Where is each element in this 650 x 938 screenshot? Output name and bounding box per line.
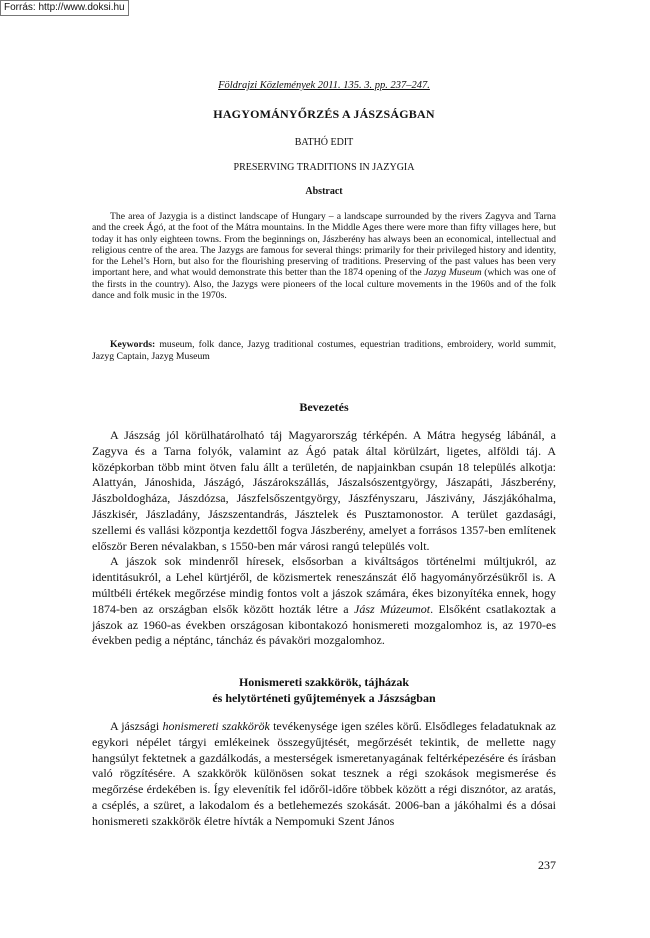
section2-body [92,719,556,830]
section2-heading: Honismereti szakkörök, tájházak és helytörténeti gyűjtemények a Jászságban [212,675,436,705]
keywords-text: museum, folk dance, Jazyg traditional costumes, equestrian traditions, embroidery, world summit, Jazyg Captain, Jazyg Museum [92,339,556,362]
abstract-italic-museum: Jazyg Museum [424,267,482,279]
keywords [92,339,556,362]
intro-paragraph-2: A jászok sok mindenről híresek, elsősorban a kiváltságos történelmi múltjukról, az identitásukról, a Lehel kürtjéről, de közismertek reneszánszát élő hagyományőrzésükről is. A múltbéli értékek megőrzése mindig fontos volt a jászok számára, ékes bizonyítéka ennek, hogy 1874-ben az országban elsők között hozták létre a Jász Múzeumot. Elsőként csatlakoztak a jászok az 1960-as években országosan kibontakozó honismereti mozgalomhoz is, az 1970-es években pedig a néptánc, táncház és pávaköri mozgalomhoz. [92,554,556,648]
journal-reference: Földrajzi Közlemények 2011. 135. 3. pp. 237–247. [218,80,430,91]
english-title: PRESERVING TRADITIONS IN JAZYGIA [233,162,415,173]
intro-italic-museum: Jász Múzeumot [354,601,431,616]
intro-heading: Bevezetés [299,400,349,414]
article-title: HAGYOMÁNYŐRZÉS A JÁSZSÁGBAN [213,107,435,121]
abstract-text: The area of Jazygia is a distinct landscape of Hungary – a landscape surrounded by the rivers Zagyva and Tarna and the creek Ágó, at the foot of the Mátra mountains. In the Middle Ages there were more than fifty villages here, but today it has only eighteen towns. From the beginnings on, Jászberény has always been an economical, intellectual and religious centre of the area. The Jazygs are famous for several things: primarily for their privileged history and identity, for the Lehel’s Horn, but also for the flourishing preserving of traditions. Preserving of the past values has been very important here, and what would demonstrate this better than the 1874 opening of the Jazyg Museum (which was one of the firsts in the country). Also, the Jazygs were pioneers of the local culture movements in the 1960s and of the folk dance and folk music in the 1970s. [92,211,556,302]
intro-paragraph-1: A Jászság jól körülhatárolható táj Magyarország térképén. A Mátra hegység lábánál, a Zagyva és a Tarna folyók, valamint az Ágó patak által körülzárt, ligetes, alföldi táj. A középkorban több mint ötven falu állt a területén, de napjainkban csupán 18 település alkotja: Alattyán, Jánoshida, Jászágó, Jászárokszállás, Jászalsószentgyörgy, Jászapáti, Jászberény, Jászboldogháza, Jászdózsa, Jászfelsőszentgyörgy, Jászfényszaru, Jászivány, Jászjákóhalma, Jászkisér, Jászladány, Jászszentandrás, Jásztelek és Pusztamonostor. A terület gazdasági, szellemi és vallási központja kezdettől fogva Jászberény, amelyet a forrásos 1357-ben említenek először Beren névalakban, s 1550-ben már városi rangú település volt. [92,428,556,553]
intro-section [92,428,556,649]
author-name: BATHÓ EDIT [294,137,354,148]
page-number: 237 [538,858,556,872]
section2-italic-term: honismereti szakkörök [162,719,270,733]
source-label: Forrás: http://www.doksi.hu [0,0,129,16]
section2-paragraph-1: A jászsági honismereti szakkörök tevékenysége igen széles körű. Elsődleges feladatuknak az egykori népélet tárgyi emlékeinek összegyűjtését, megőrzését tekintik, de mellette nagy hangsúlyt fektetnek a gazdálkodás, a mesterségek ismeretanyagának feltérképezésére és írásban való rögzítésére. A szakkörök különösen sokat tesznek a régi szokások megismerése és megőrzése érdekében is. Így elevenítik fel időről-időre többek között a régi disznótor, az aratás, a cséplés, a szüret, a lakodalom és a betlehemezés szokását. 2006-ban a jákóhalmi és a dósai honismereti szakkörök életre hívták a Nempomuki Szent János [92,719,556,828]
keywords-label: Keywords: [110,339,156,350]
abstract-heading: Abstract [305,186,343,197]
